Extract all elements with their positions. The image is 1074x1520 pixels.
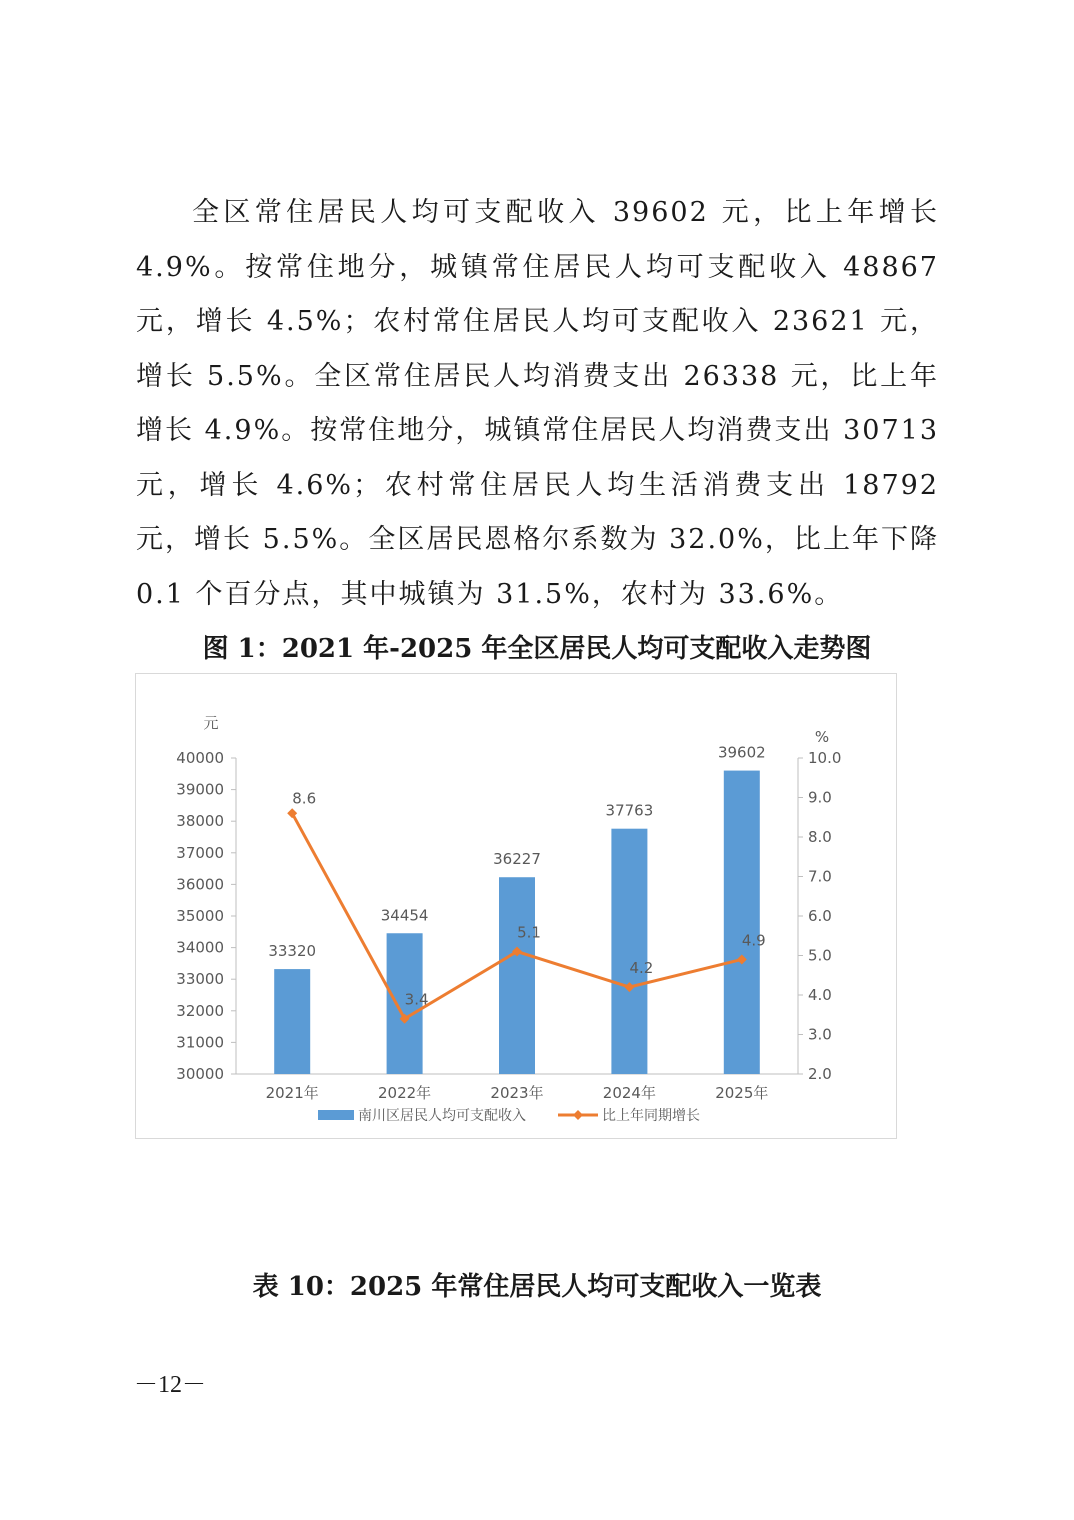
left-tick-label: 34000: [176, 938, 224, 957]
right-tick-label: 10.0: [808, 749, 842, 767]
bar-value-label: 39602: [717, 743, 766, 762]
income-chart: [135, 673, 897, 1139]
bar: [274, 969, 310, 1074]
legend-line-label: 比上年同期增长: [602, 1108, 700, 1124]
legend-bar-swatch: [318, 1110, 354, 1120]
left-tick-label: 33000: [176, 970, 224, 989]
bar: [611, 829, 647, 1074]
category-label: 2025年: [715, 1084, 769, 1102]
left-tick-label: 37000: [176, 843, 224, 862]
bar: [724, 771, 760, 1074]
right-tick-label: 4.0: [808, 986, 832, 1004]
right-tick-label: 7.0: [808, 867, 832, 886]
right-tick-label: 8.0: [808, 828, 832, 846]
bar-value-label: 34454: [380, 906, 429, 925]
right-tick-label: 5.0: [808, 946, 832, 965]
left-tick-label: 39000: [176, 780, 224, 799]
right-tick-label: 2.0: [808, 1065, 832, 1083]
left-tick-label: 40000: [176, 749, 224, 767]
left-tick-label: 35000: [176, 907, 224, 925]
category-label: 2023年: [490, 1084, 544, 1102]
paragraph-text: 全区常住居民人均可支配收入 39602 元，比上年增长 4.9%。按常住地分，城镇常住居民人均可支配收入 48867 元，增长 4.5%；农村常住居民人均可支配收入 23621 元，增长 5.5%。全区常住居民人均消费支出 26338 元，比上年增长 4.9%。按常住地分，城镇常住居民人均消费支出 30713 元，增长 4.6%；农村常住居民人均生活消费支出 18792 元，增长 5.5%。全区居民恩格尔系数为 32.0%，比上年下降 0.1 个百分点，其中城镇为 31.5%，农村为 33.6%。: [136, 197, 939, 610]
figure-caption: 图 1：2021 年-2025 年全区居民人均可支配收入走势图: [202, 634, 872, 664]
growth-value-label: 4.9: [741, 931, 766, 950]
left-axis-unit: 元: [203, 714, 219, 732]
bar-value-label: 37763: [605, 801, 654, 820]
category-label: 2024年: [602, 1084, 656, 1102]
legend-bar-label: 南川区居民人均可支配收入: [358, 1108, 526, 1124]
left-tick-label: 32000: [176, 1001, 224, 1020]
left-tick-label: 31000: [176, 1033, 224, 1052]
bar-value-label: 33320: [268, 942, 317, 961]
table-caption: 表 10：2025 年常住居民人均可支配收入一览表: [252, 1272, 822, 1302]
bar-value-label: 36227: [493, 850, 541, 869]
right-axis-unit: %: [814, 728, 830, 746]
page-number: －12－: [134, 1372, 206, 1398]
chart-canvas: [136, 674, 896, 1138]
category-label: 2021年: [265, 1084, 319, 1102]
category-label: 2022年: [378, 1084, 432, 1102]
left-tick-label: 38000: [176, 812, 224, 831]
bar: [499, 877, 535, 1074]
left-tick-label: 36000: [176, 875, 224, 894]
growth-value-label: 3.4: [404, 990, 429, 1009]
body-paragraph: [136, 186, 939, 622]
right-tick-label: 9.0: [808, 788, 832, 807]
right-tick-label: 3.0: [808, 1025, 832, 1044]
growth-value-label: 8.6: [292, 789, 317, 808]
legend-line-marker: [573, 1110, 583, 1120]
right-tick-label: 6.0: [808, 907, 832, 925]
growth-value-label: 5.1: [517, 923, 541, 942]
growth-value-label: 4.2: [629, 959, 654, 978]
left-tick-label: 30000: [176, 1065, 224, 1083]
